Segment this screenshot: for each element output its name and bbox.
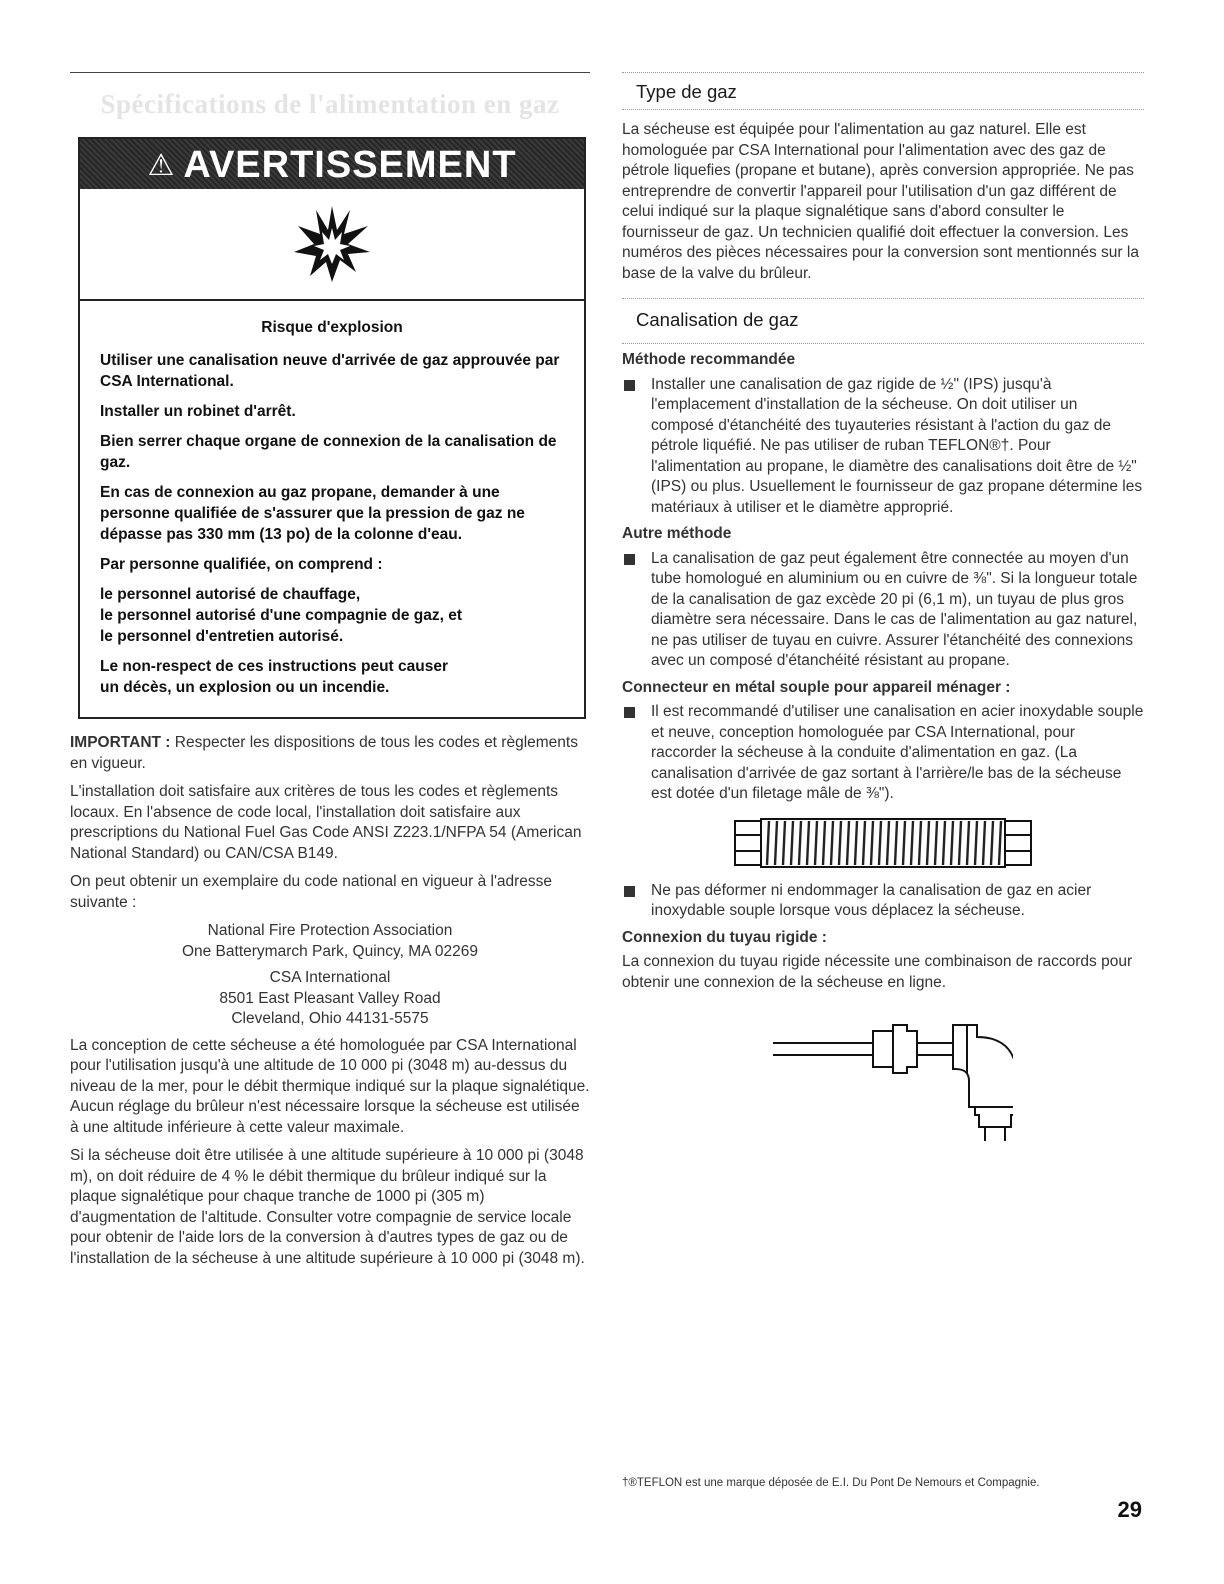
bullet-item [622,549,1144,672]
canalisation-block [622,350,1144,1141]
left-column [70,72,590,1277]
bullet-item [622,881,1144,922]
bullet-item [622,702,1144,805]
square-bullet-icon [624,380,635,391]
footnote: †®TEFLON est une marque déposée de E.I. Du Pont De Nemours et Compagnie. [622,1477,1040,1489]
paragraph: La conception de cette sécheuse a été homologuée par CSA International pour l'utilisation jusqu'à une altitude de 10 000 pi (3048 m) au-dessus du niveau de la mer, pour le débit thermique indiqué sur la plaque signalétique. Aucun réglage du brûleur n'est nécessaire lorsque la sécheuse est utilisée à une altitude inférieure à cette valeur maximale. [70,1036,590,1136]
subheading: Méthode recommandée [622,351,796,368]
paragraph: L'installation doit satisfaire aux critères de tous les codes et règlements locaux. En l'absence de code local, l'installation doit satisfaire aux prescriptions du National Fuel Gas Code ANSI Z223.1/NFPA 54 (American National Standard) ou CAN/CSA B149. [70,783,582,862]
warning-box [78,137,586,719]
warning-header [80,139,584,189]
canalisation-heading: Canalisation de gaz [636,309,799,330]
bullet-text: La canalisation de gaz peut également être connectée au moyen d'un tube homologué en aluminium ou en cuivre de ⅜". Si la longueur totale de la canalisation de gaz excède 20 pi (6,1 m), un tuyau de plus gros diamètre sera nécessaire. Dans le cas de l'alimentation au gaz naturel, ne pas utiliser de tuyau en cuivre. Assurer l'étanchéité des connexions avec un composé d'étanchéité résistant au propane. [651,549,1138,669]
bullet-item [622,375,1144,519]
square-bullet-icon [624,886,635,897]
section-heading-type [622,72,1144,110]
important-paragraph [70,733,590,774]
subheading: Connecteur en métal souple pour appareil ménager : [622,678,1011,696]
subheading: Autre méthode [622,525,732,542]
warning-line: Par personne qualifiée, on comprend : [100,556,383,573]
left-body-text [70,733,590,1269]
paragraph: On peut obtenir un exemplaire du code national en vigueur à l'adresse suivante : [70,873,553,911]
warning-line: Bien serrer chaque organe de connexion de la canalisation de gaz. [100,433,557,471]
page-number: 29 [1117,1497,1142,1522]
warning-triangle-icon: ⚠ [147,149,176,182]
paragraph: La connexion du tuyau rigide nécessite une combinaison de raccords pour obtenir une connexion de la sécheuse en ligne. [622,953,1133,991]
type-text-block [622,120,1144,284]
bullet-text: Ne pas déformer ni endommager la canalisation de gaz en acier inoxydable souple lorsque vous déplacez la sécheuse. [651,881,1092,919]
subheading: Connexion du tuyau rigide : [622,928,827,946]
square-bullet-icon [624,554,635,565]
warning-line: Installer un robinet d'arrêt. [100,403,296,420]
flexible-hose-illustration [622,815,1144,871]
important-text: Respecter les dispositions de tous les codes et règlements en vigueur. [70,734,578,772]
important-label: IMPORTANT : [70,734,171,751]
square-bullet-icon [624,707,635,718]
warning-line: le personnel autorisé de chauffage, le personnel autorisé d'une compagnie de gaz, et le personnel d'entretien autorisé. [100,586,462,645]
address-nfpa [70,921,590,962]
page-title: Spécifications de l'alimentation en gaz [100,89,560,119]
address-csa [70,968,590,1030]
top-rule [70,72,590,73]
warning-body [80,301,584,717]
section-heading-canalisation [622,298,1144,344]
rigid-pipe-illustration [622,1011,1144,1141]
warning-title: AVERTISSEMENT [183,144,517,186]
warning-risk: Risque d'explosion [261,319,403,336]
paragraph: Si la sécheuse doit être utilisée à une altitude supérieure à 10 000 pi (3048 m), on doit réduire de 4 % le débit thermique du brûleur indiqué sur la plaque signalétique pour chaque tranche de 1000 pi (305 m) d'augmentation de l'altitude. Consulter votre compagnie de service locale pour obtenir de l'aide lors de la conversion à d'autres types de gaz ou de l'installation de la sécheuse à une altitude supérieure à 10 000 pi (3048 m). [70,1147,585,1267]
warning-line: En cas de connexion au gaz propane, demander à une personne qualifiée de s'assurer que la pression de gaz ne dépasse pas 330 mm (13 po) de la colonne d'eau. [100,484,525,543]
warning-line: Le non-respect de ces instructions peut causer un décès, un explosion ou un incendie. [100,658,448,696]
warning-line: Utiliser une canalisation neuve d'arrivée de gaz approuvée par CSA International. [100,352,560,390]
address-line: 8501 East Pleasant Valley Road [219,989,441,1007]
paragraph: La sécheuse est équipée pour l'alimentation au gaz naturel. Elle est homologuée par CSA International pour l'alimentation avec des gaz de pétrole liquefies (propane et butane), après conversion appropriée. Ne pas entreprendre de convertir l'appareil pour l'utilisation d'un gaz différent de celui indiqué sur la plaque signalétique sans d'abord consulter le fournisseur de gaz. Un technicien qualifié doit effectuer la conversion. Les numéros des pièces nécessaires pour la conversion sont mentionnés sur la base de la valve du brûleur. [622,121,1139,282]
bullet-text: Il est recommandé d'utiliser une canalisation en acier inoxydable souple et neuve, conception homologuée par CSA International, pour raccorder la sécheuse à la conduite d'alimentation en gaz. (La canalisation d'arrivée de gaz sortant à l'arrière/le bas de la sécheuse est dotée d'un filetage mâle de ⅜"). [651,703,1144,802]
address-line: National Fire Protection Association [207,922,453,939]
address-line: Cleveland, Ohio 44131-5575 [231,1010,429,1027]
type-heading: Type de gaz [636,81,737,102]
address-line: CSA International [269,969,391,986]
address-line: One Batterymarch Park, Quincy, MA 02269 [181,942,479,960]
right-column [622,72,1144,1151]
explosion-icon [80,189,584,301]
bullet-text: Installer une canalisation de gaz rigide de ½" (IPS) jusqu'à l'emplacement d'installation de la sécheuse. On doit utiliser un composé d'étanchéité des tuyauteries résistant à l'action du gaz de pétrole liquéfié. Ne pas utiliser de ruban TEFLON®†. Pour l'alimentation au propane, le diamètre des canalisations doit être de ½" (IPS) ou plus. Usuellement le fournisseur de gaz propane détermine les matériaux à utiliser et le diamètre approprié. [651,375,1143,516]
